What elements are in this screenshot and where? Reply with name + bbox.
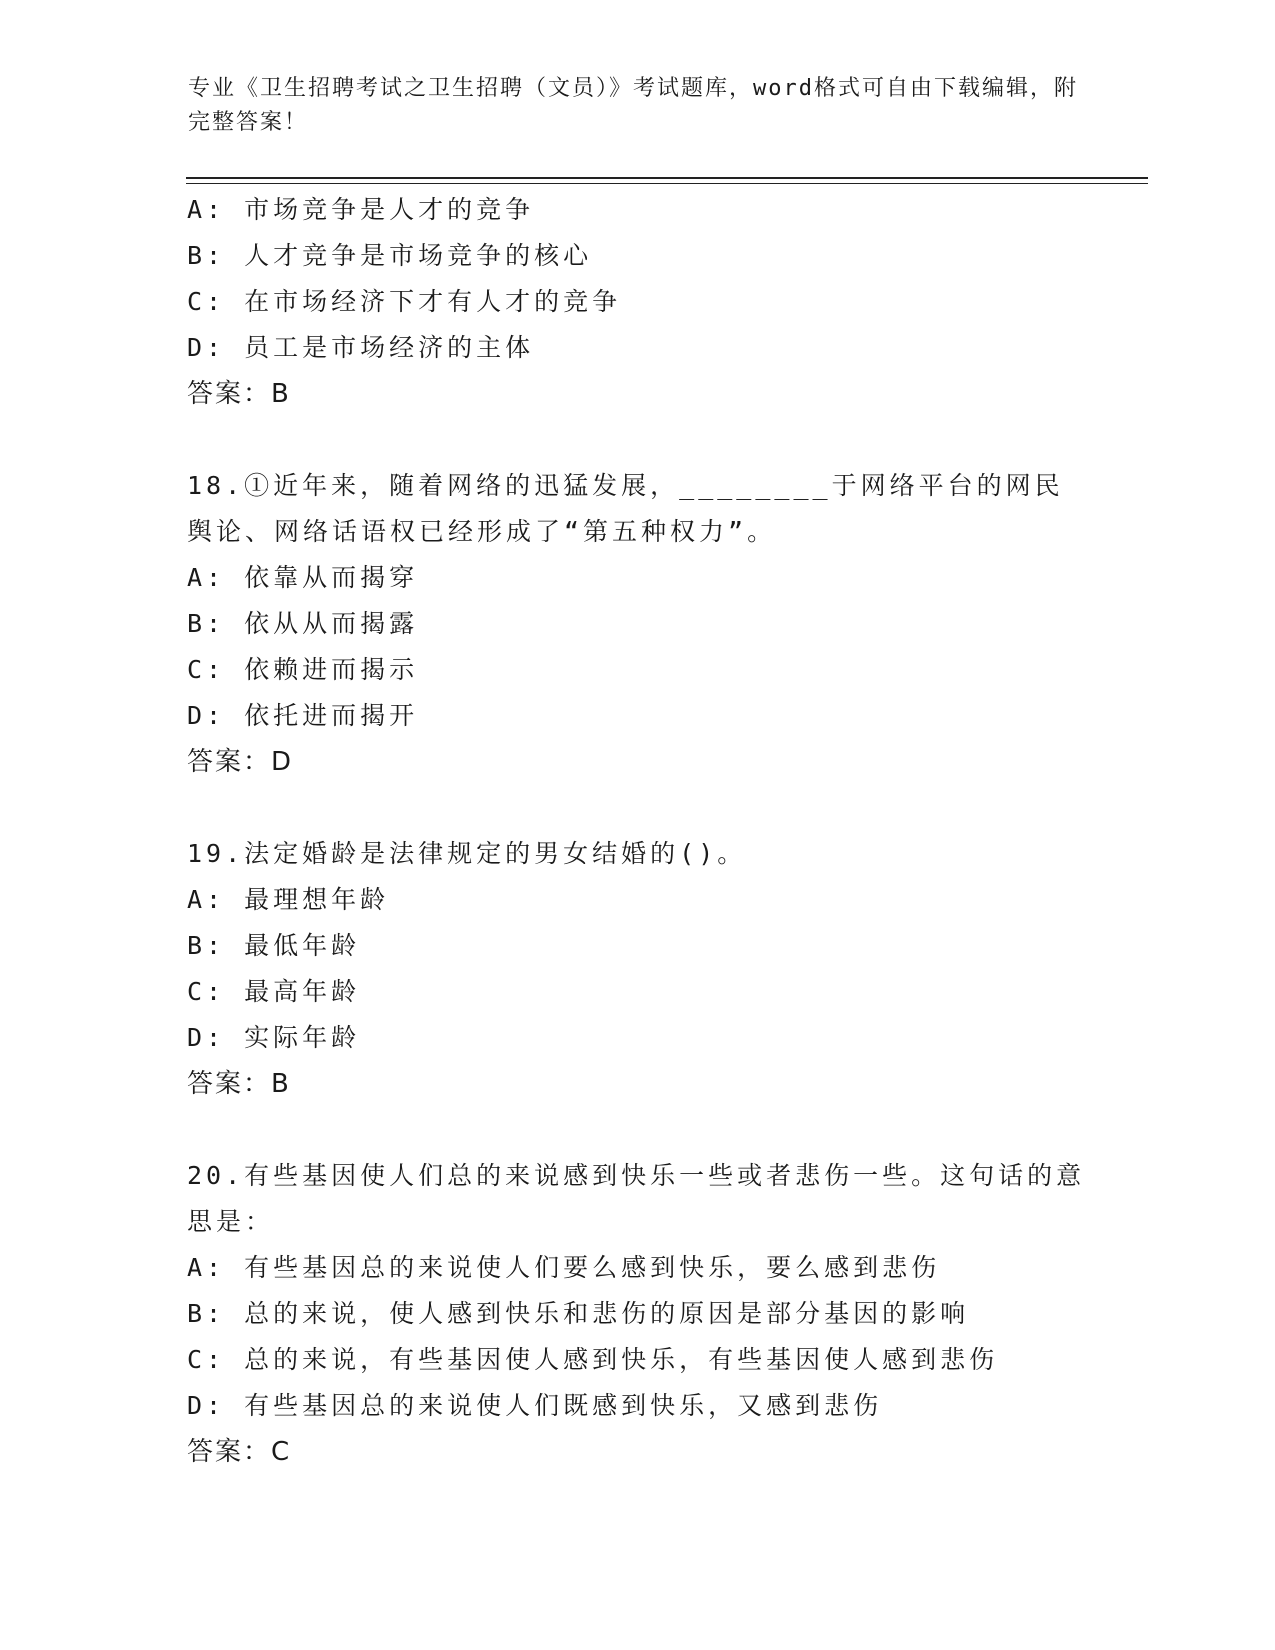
option-b: B: 人才竞争是市场竞争的核心 bbox=[187, 241, 593, 270]
answer: 答案：B bbox=[187, 379, 291, 409]
question-text: 20.有些基因使人们总的来说感到快乐一些或者悲伤一些。这句话的意思是： bbox=[187, 1161, 1086, 1236]
question-17-continued bbox=[187, 187, 1087, 417]
option-a: A: 有些基因总的来说使人们要么感到快乐，要么感到悲伤 bbox=[187, 1253, 941, 1282]
answer: 答案：B bbox=[187, 1069, 291, 1099]
option-a: A: 依靠从而揭穿 bbox=[187, 563, 419, 592]
question-text: 19.法定婚龄是法律规定的男女结婚的()。 bbox=[187, 839, 747, 868]
option-d: D: 员工是市场经济的主体 bbox=[187, 333, 535, 362]
question-text: 18.①近年来，随着网络的迅猛发展，________于网络平台的网民舆论、网络话语权已经形成了“第五种权力”。 bbox=[187, 471, 1064, 546]
page-header: 专业《卫生招聘考试之卫生招聘（文员）》考试题库，word格式可自由下载编辑，附完整答案！ bbox=[188, 76, 1078, 135]
spacer bbox=[187, 417, 1087, 463]
option-b: B: 总的来说，使人感到快乐和悲伤的原因是部分基因的影响 bbox=[187, 1299, 970, 1328]
option-a: A: 最理想年龄 bbox=[187, 885, 390, 914]
spacer bbox=[187, 785, 1087, 831]
option-c: C: 最高年龄 bbox=[187, 977, 361, 1006]
option-a: A: 市场竞争是人才的竞争 bbox=[187, 195, 535, 224]
question-18 bbox=[187, 463, 1087, 785]
answer: 答案：C bbox=[187, 1437, 292, 1467]
option-c: C: 依赖进而揭示 bbox=[187, 655, 419, 684]
option-b: B: 最低年龄 bbox=[187, 931, 361, 960]
header-rule-thin bbox=[186, 183, 1148, 184]
question-list bbox=[187, 187, 1087, 1475]
option-d: D: 有些基因总的来说使人们既感到快乐，又感到悲伤 bbox=[187, 1391, 883, 1420]
option-c: C: 总的来说，有些基因使人感到快乐，有些基因使人感到悲伤 bbox=[187, 1345, 999, 1374]
option-b: B: 依从从而揭露 bbox=[187, 609, 419, 638]
spacer bbox=[187, 1107, 1087, 1153]
option-c: C: 在市场经济下才有人才的竞争 bbox=[187, 287, 622, 316]
answer: 答案：D bbox=[187, 747, 294, 777]
option-d: D: 依托进而揭开 bbox=[187, 701, 419, 730]
header-rule bbox=[186, 177, 1148, 179]
question-19 bbox=[187, 831, 1087, 1107]
option-d: D: 实际年龄 bbox=[187, 1023, 361, 1052]
question-20 bbox=[187, 1153, 1087, 1475]
